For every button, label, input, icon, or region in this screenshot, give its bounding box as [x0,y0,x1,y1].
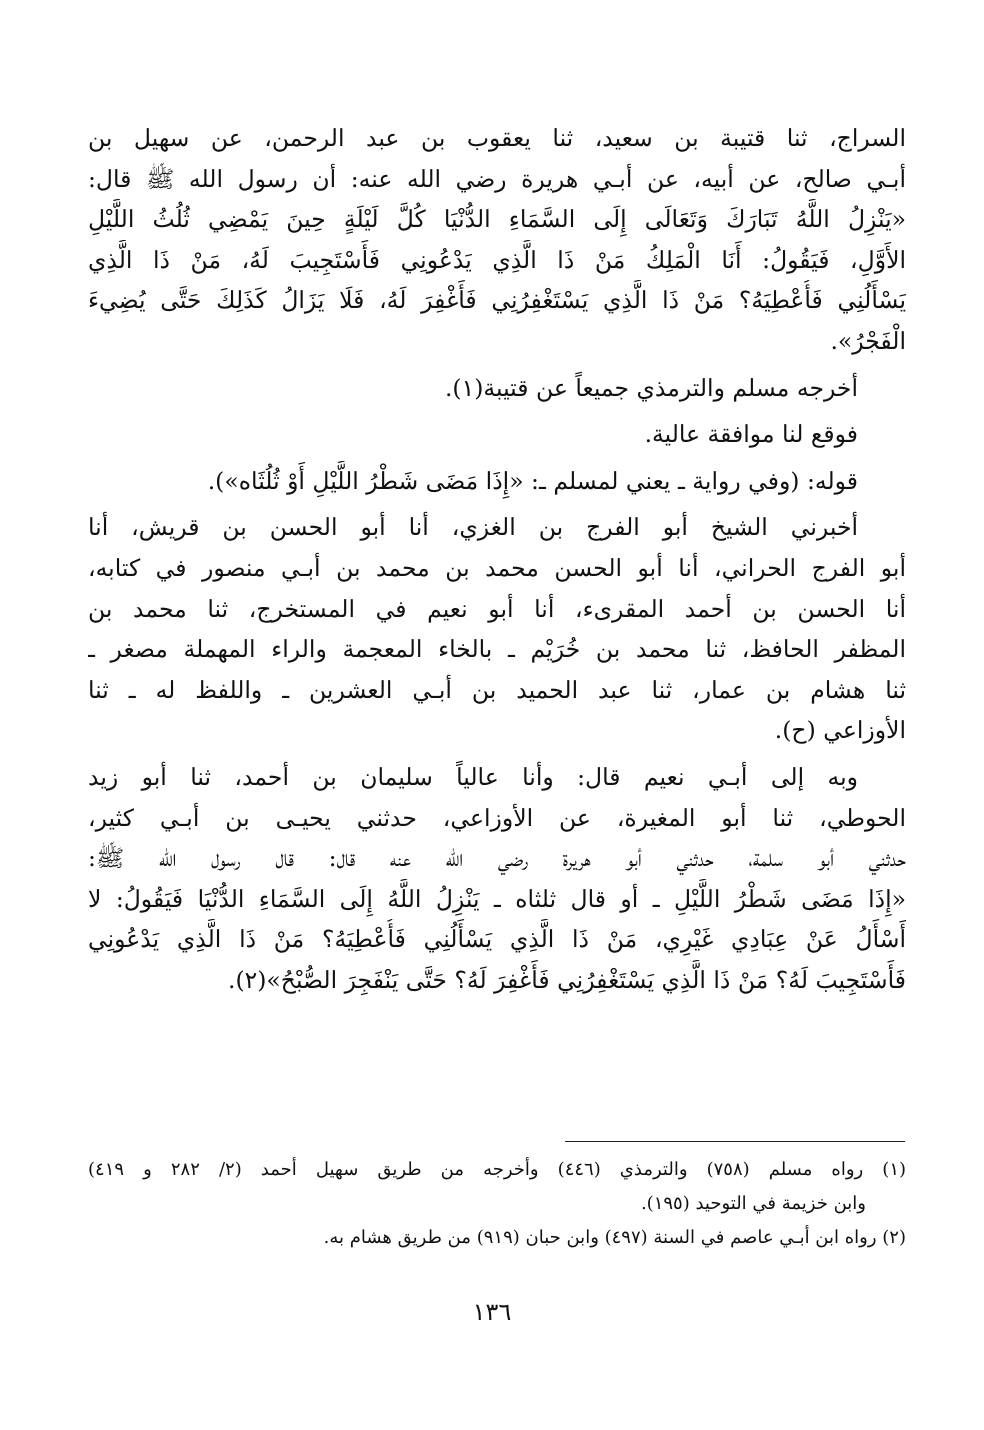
takhrij-note: أخرجه مسلم والترمذي جميعاً عن قتيبة(١). [444,373,858,402]
main-text [88,118,906,1000]
isnad-line: أخبرني الشيخ أبو الفرج بن الغزي، أنا أبو الحسن بن قريش، أنا [88,513,858,542]
isnad-line: الأوزاعي (ح). [774,716,906,745]
text-line: السراج، ثنا قتيبة بن سعيد، ثنا يعقوب بن عبد الرحمن، عن سهيل بن [88,124,906,152]
text-line: أبـي صالح، عن أبيه، عن أبـي هريرة رضي الله عنه: أن رسول الله ﷺ قال: [88,164,906,193]
isnad-line: وبه إلى أبـي نعيم قال: وأنا عالياً سليمان بن أحمد، ثنا أبو زيد [88,762,858,791]
hadith-text-line: الْفَجْرُ». [830,326,906,355]
hadith-text-line: أَسْأَلُ عَنْ عِبَادِي غَيْرِي، مَنْ ذَا الَّذِي يَسْأَلُنِي فَأُعْطِيَهُ؟ مَنْ ذَا الَّذِي يَدْعُونِي [88,925,906,954]
footnote-1-continued: وابن خزيمة في التوحيد (١٩٥). [640,1193,866,1214]
isnad-line: أبو الفرج الحراني، أنا أبو الحسن محمد بن محمد بن أبـي منصور في كتابه، [88,553,906,582]
hadith-text-line: «يَنْزِلُ اللَّهُ تَبَارَكَ وَتَعَالَى إِلَى السَّمَاءِ الدُّنْيَا كُلَّ لَيْلَةٍ حِينَ يَمْضِي ثُلُثُ اللَّيْلِ [88,205,906,234]
footnote-separator [565,1141,905,1142]
footnote-1: (١) رواه مسلم (٧٥٨) والترمذي (٤٤٦) وأخرجه من طريق سهيل أحمد (٢/ ٢٨٢ و ٤١٩) [88,1159,906,1180]
hadith-text-line: الأَوَّلِ، فَيَقُولُ: أَنَا الْمَلِكُ مَنْ ذَا الَّذِي يَدْعُونِي فَأَسْتَجِيبَ لَهُ، مَنْ ذَا الَّذِي [88,245,906,274]
hadith-text-line: «إِذَا مَضَى شَطْرُ اللَّيْلِ ـ أو قال ثلثاه ـ يَنْزِلُ اللَّهُ إِلَى السَّمَاءِ الدُّنْيَا فَيَقُولُ: لا [88,884,906,913]
isnad-line: المظفر الحافظ، ثنا محمد بن خُرَيْم ـ بالخاء المعجمة والراء المهملة مصغر ـ [88,635,906,664]
isnad-line: ثنا هشام بن عمار، ثنا عبد الحميد بن أبـي العشرين ـ واللفظ له ـ ثنا [88,675,906,704]
page-number: ١٣٦ [472,1298,512,1326]
hadith-text-line: يَسْأَلُنِي فَأُعْطِيَهُ؟ مَنْ ذَا الَّذِي يَسْتَغْفِرُنِي فَأَغْفِرَ لَهُ، فَلَا يَزَالُ كَذَلِكَ حَتَّى يُضِيءَ [88,286,906,315]
text-line: فوقع لنا موافقة عالية. [644,420,858,449]
footnotes [88,1153,906,1255]
isnad-line: أنا الحسن بن أحمد المقرىء، أنا أبو نعيم في المستخرج، ثنا محمد بن [88,594,906,623]
isnad-line: الحوطي، ثنا أبو المغيرة، عن الأوزاعي، حدثني يحيـى بن أبـي كثير، [88,803,906,832]
isnad-line: حدثني أبو سلمة، حدثني أبو هريرة رضي الله عنه قال: قال رسول الله ﷺ: [88,844,906,873]
text-line: قوله: (وفي رواية ـ يعني لمسلم ـ: «إِذَا مَضَى شَطْرُ اللَّيْلِ أَوْ ثُلُثَاه»). [207,466,858,495]
hadith-text-line: فَأَسْتَجِيبَ لَهُ؟ مَنْ ذَا الَّذِي يَسْتَغْفِرُنِي فَأَغْفِرَ لَهُ؟ حَتَّى يَنْفَجِرَ الصُّبْحُ»(٢). [227,965,906,994]
footnote-2: (٢) رواه ابن أبـي عاصم في السنة (٤٩٧) وابن حبان (٩١٩) من طريق هشام به. [323,1227,906,1248]
